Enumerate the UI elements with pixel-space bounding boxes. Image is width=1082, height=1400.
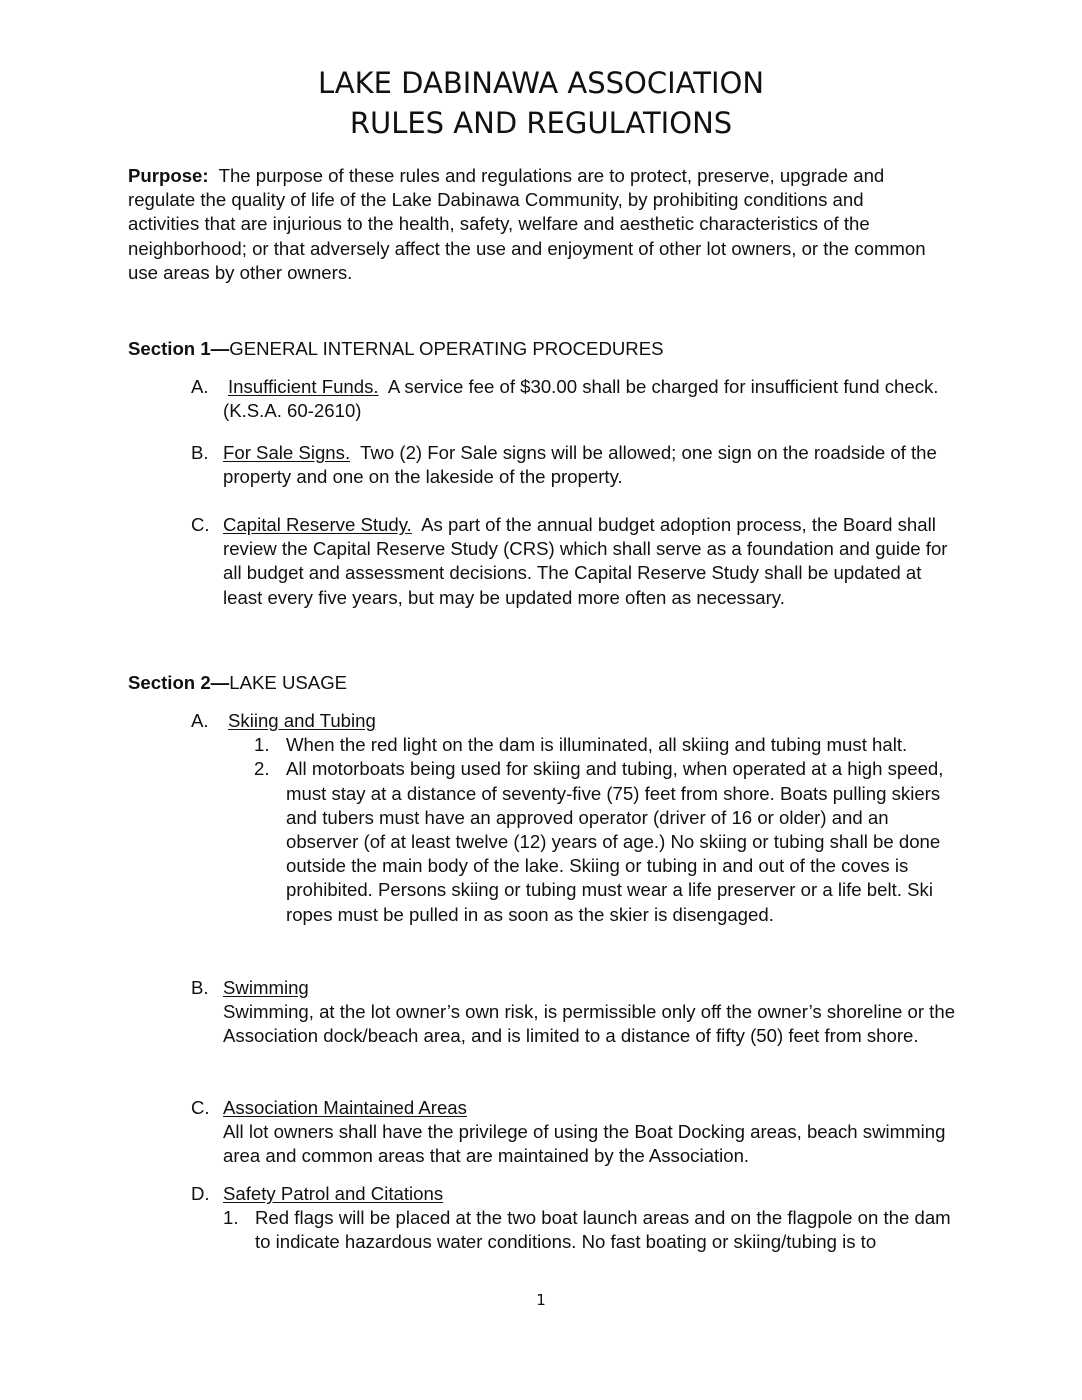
subitem-text: When the red light on the dam is illuminated, all skiing and tubing must halt. [286, 734, 908, 756]
subitem [254, 757, 961, 926]
subitem [254, 733, 961, 757]
item-text: As part of the annual budget adoption process, the Board shall review the Capital Reserve Study (CRS) which shall serve as a foundation and guide for all budget and assessment decisions. The Capital Reserve Study shall be updated at least every five years, but may be updated more often as necessary. [223, 514, 948, 608]
item-heading-for-sale-signs: For Sale Signs. [223, 442, 351, 463]
item-heading-insufficient-funds: Insufficient Funds. [228, 376, 379, 397]
item-letter: A. [191, 376, 209, 397]
item-text: Two (2) For Sale signs will be allowed; one sign on the roadside of the property and one on the lakeside of the property. [223, 442, 937, 488]
document-title-line-1: LAKE DABINAWA ASSOCIATION [317, 66, 765, 100]
purpose-text: The purpose of these rules and regulations are to protect, preserve, upgrade and regulate the quality of life of the Lake Dabinawa Community, by prohibiting conditions and activities that are injurious to the health, safety, welfare and aesthetic characteristics of the neighborhood; or that adversely affect the use and enjoyment of other lot owners, or the common use areas by other owners. [128, 165, 926, 283]
section-1-item-b [191, 441, 961, 489]
section-2-label: Section 2— [128, 672, 230, 693]
item-letter: B. [191, 977, 209, 998]
subitem-number: 2. [254, 758, 270, 780]
item-text: All lot owners shall have the privilege of using the Boat Docking areas, beach swimming area and common areas that are maintained by the Association. [223, 1121, 946, 1167]
purpose-label: Purpose: [128, 165, 209, 186]
subitem-text: All motorboats being used for skiing and tubing, when operated at a high speed, must stay at a distance of seventy-five (75) feet from shore. Boats pulling skiers and tubers must have an approved operator (driver of 16 or older) and an observer (of at least twelve (12) years of age.) No skiing or tubing shall be done outside the main body of the lake. Skiing or tubing in and out of the coves is prohibited. Persons skiing or tubing must wear a life preserver or a life belt. Ski ropes must be pulled in as soon as the skier is disengaged. [286, 758, 944, 925]
item-text: Swimming, at the lot owner’s own risk, is permissible only off the owner’s shoreline or the Association dock/beach area, and is limited to a distance of fifty (50) feet from shore. [223, 1001, 956, 1047]
item-letter: C. [191, 1097, 210, 1118]
subitem-number: 1. [254, 734, 270, 756]
section-2-heading [128, 671, 948, 695]
section-1-heading [128, 337, 948, 361]
section-2-title: LAKE USAGE [229, 672, 348, 693]
subitem-number: 1. [223, 1207, 239, 1229]
section-2-item-c [191, 1096, 961, 1169]
section-1-label: Section 1— [128, 338, 230, 359]
item-letter: B. [191, 442, 209, 463]
item-heading-swimming: Swimming [223, 977, 309, 998]
purpose-paragraph [128, 164, 928, 285]
subitem [223, 1206, 965, 1254]
item-letter: A. [191, 710, 209, 731]
item-letter: C. [191, 514, 210, 535]
section-1-title: GENERAL INTERNAL OPERATING PROCEDURES [229, 338, 664, 359]
section-1-item-a [191, 375, 961, 423]
section-2-item-d [191, 1182, 961, 1255]
section-2-item-a [191, 709, 961, 927]
item-heading-safety-patrol-and-citations: Safety Patrol and Citations [223, 1183, 444, 1204]
section-2-item-b [191, 976, 961, 1049]
item-heading-capital-reserve-study: Capital Reserve Study. [223, 514, 412, 535]
item-letter: D. [191, 1183, 210, 1204]
item-heading-skiing-and-tubing: Skiing and Tubing [228, 710, 376, 731]
document-title-line-2: RULES AND REGULATIONS [349, 106, 733, 140]
page-number: 1 [536, 1291, 546, 1309]
item-heading-association-maintained-areas: Association Maintained Areas [223, 1097, 467, 1118]
subitem-text: Red flags will be placed at the two boat launch areas and on the flagpole on the dam to indicate hazardous water conditions. No fast boating or skiing/tubing is to [255, 1207, 951, 1253]
item-text: A service fee of $30.00 shall be charged for insufficient fund check. (K.S.A. 60-2610) [223, 376, 939, 422]
section-1-item-c [191, 513, 961, 610]
